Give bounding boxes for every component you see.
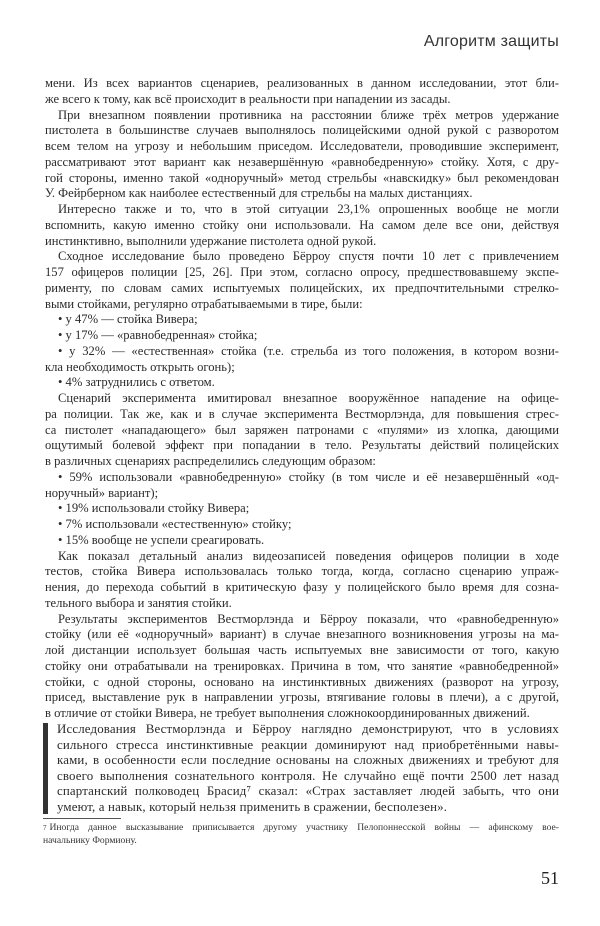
bullet-item xyxy=(45,517,559,533)
running-header: Алгоритм защиты xyxy=(423,33,559,50)
text-line: Как показал детальный анализ видеозаписей поведения офицеров полиции в ходе xyxy=(58,548,559,563)
text-line: лой дистанции использует большая часть испытуемых вне зависимости от того, какую xyxy=(45,643,559,657)
paragraph xyxy=(45,76,559,108)
footnote-text: Иногда данное высказывание приписывается другому участнику Пелопоннесской войны — афинскому вое- xyxy=(49,822,559,833)
highlight-box xyxy=(43,722,559,815)
text-line: • у 17% — «равнобедренная» стойка; xyxy=(58,328,258,342)
bullet-item xyxy=(45,501,559,517)
text-line: Результаты экспериментов Вестморлэнда и Бёрроу показали, что «равнобедренную» xyxy=(58,611,559,626)
highlight-line: Исследования Вестморлэнда и Бёрроу наглядно демонстрируют, что в условиях xyxy=(57,722,559,736)
text-line: присед, выставление рук в направлении угрозы, втягивание головы в плечи), а с другой, xyxy=(45,690,559,705)
text-line: • 7% использовали «естественную» стойку; xyxy=(58,517,292,531)
text-line: мени. Из всех вариантов сценариев, реализованных в данном исследовании, этот бли- xyxy=(45,76,559,90)
paragraph xyxy=(45,391,559,470)
text-line: ощутимый болевой эффект при попадании в тело. Результаты действий полицейских xyxy=(45,438,559,453)
bullet-item xyxy=(45,533,559,549)
text-line: • 59% использовали «равнобедренную» стойку (в том числе и её незавершённый «од- xyxy=(58,469,559,484)
paragraph xyxy=(45,108,559,203)
text-line: тестов, стойка Вивера использовалась только тогда, когда, согласно сценарию упраж- xyxy=(45,564,559,579)
text-line: са пистолет «нападающего» был заряжен патронами с «пулями» из хлопка, дающими xyxy=(45,422,559,437)
bullet-item xyxy=(45,470,559,502)
highlight-line: ками, в особенности если последние основаны на сложных движениях и требуют для xyxy=(57,753,559,767)
text-line: в различных сценариях распределились следующим образом: xyxy=(45,454,376,468)
highlight-line: своего выполнения сознательного контроля. Не случайно ещё почти 2500 лет назад xyxy=(57,768,559,783)
footnote-text: начальнику Формиону. xyxy=(43,834,137,846)
text-line: выми стойками, регулярно отрабатываемыми в тире, были: xyxy=(45,296,363,311)
text-line: • 15% вообще не успели среагировать. xyxy=(58,532,265,547)
text-line: • 19% использовали стойку Вивера; xyxy=(58,501,250,516)
highlight-line: сильного стресса инстинктивные реакции доминируют над приобретёнными навы- xyxy=(57,737,559,752)
text-line: • 4% затруднились с ответом. xyxy=(58,375,215,390)
text-line: стойку (или её «одноручный» вариант) в случае внезапного возникновения угрозы на ма- xyxy=(45,627,559,642)
footnote xyxy=(43,822,559,848)
text-line: тельного выбора и занятия стойки. xyxy=(45,595,232,610)
text-line: У. Фейрберном как наиболее естественный для стрельбы на малых дистанциях. xyxy=(45,186,473,201)
highlight-text xyxy=(57,722,559,815)
text-line: 157 офицеров полиции [25, 26]. При этом, согласно опросу, предшествовавшему экспе- xyxy=(45,265,559,279)
footnote-divider xyxy=(43,818,121,819)
paragraph xyxy=(45,249,559,312)
text-line: нения, до перехода событий в критическую фазу у полицейского было время для созна- xyxy=(45,580,559,594)
paragraph xyxy=(45,612,559,722)
text-line: пистолета в большинстве случаев выполнялось полицейскими одной рукой с разворотом xyxy=(45,123,559,138)
text-line: При внезапном появлении противника на расстоянии ближе трёх метров удержание xyxy=(58,107,559,122)
footnote-line xyxy=(43,822,559,835)
text-line: же всего к тому, как всё происходит в реальности при нападении из засады. xyxy=(45,91,451,106)
bullet-item xyxy=(45,344,559,376)
text-line: • у 32% — «естественная» стойка (т.е. стрельба из того положения, в котором возни- xyxy=(58,343,559,358)
text-line: • у 47% — стойка Вивера; xyxy=(58,312,198,327)
text-line: инстинктивно, выполнили удержание пистолета одной рукой. xyxy=(45,233,377,248)
highlight-bar xyxy=(43,723,48,814)
body-text xyxy=(45,76,559,722)
bullet-item xyxy=(45,312,559,328)
text-line: стойку они отрабатывали на тренировках. Причина в том, что занятие «равнобедренной» xyxy=(45,658,559,673)
text-line: Интересно также и то, что в этой ситуации 23,1% опрошенных вообще не могли xyxy=(58,202,559,216)
text-line: Сходное исследование было проведено Бёрроу спустя почти 10 лет с привлечением xyxy=(58,249,559,264)
bullet-item xyxy=(45,328,559,344)
footnote-line xyxy=(43,835,559,848)
page-number: 51 xyxy=(541,868,559,888)
text-line: Сценарий эксперимента имитировал внезапное вооружённое нападение на офице- xyxy=(58,391,559,405)
paragraph xyxy=(45,202,559,249)
text-line: стойки, с одной стороны, основано на инстинктивных движениях (разворот на угрозу, xyxy=(45,674,559,689)
text-line: рассматривают этот вариант как незавершённую «равнобедренную» стойку. Хотя, с дру- xyxy=(45,154,559,169)
highlight-line: спартанский полководец Брасид⁷ сказал: «Страх заставляет людей забыть, что они xyxy=(57,784,559,798)
paragraph xyxy=(45,549,559,612)
text-line: гой стороны, именно такой «одноручный» метод стрельбы «навскидку» был рекомендован xyxy=(45,170,559,185)
text-line: норучный» вариант); xyxy=(45,485,159,500)
text-line: кла необходимость открыть огонь); xyxy=(45,359,235,374)
text-line: всем телом на угрозу и небольшим приседом. Исследователи, проводившие эксперимент, xyxy=(45,139,559,153)
bullet-item xyxy=(45,375,559,391)
footnote-marker: 7 xyxy=(43,824,47,832)
text-line: в отличие от стойки Вивера, не требует выполнения сложнокоординированных движений. xyxy=(45,706,530,720)
highlight-line: умеют, а навык, который нельзя применить в сражении, бесполезен». xyxy=(57,799,448,814)
text-line: ра полиции. Так же, как и в случае эксперимента Вестморлэнда, для повышения стрес- xyxy=(45,406,559,421)
text-line: рименту, по словам самих испытуемых полицейских, их предпочтительными стрелко- xyxy=(45,280,559,295)
text-line: вспомнить, какую именно стойку они использовали. На самом деле все они, действуя xyxy=(45,217,559,232)
